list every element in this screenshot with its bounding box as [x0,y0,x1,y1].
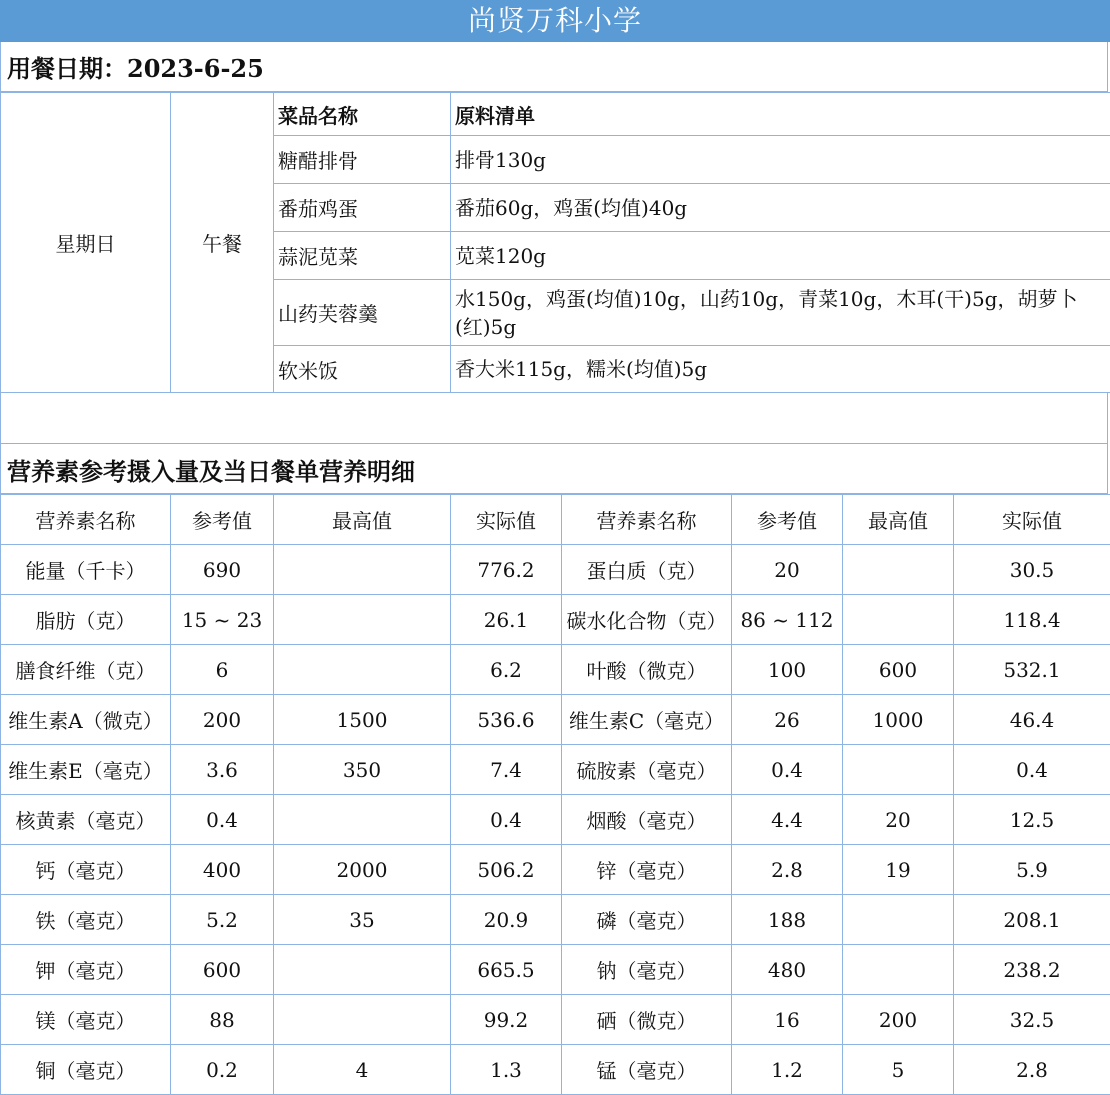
nutrient-value: 19 [843,845,954,895]
nutrient-value: 2000 [274,845,451,895]
nutrition-col-header: 最高值 [843,495,954,545]
dish-name: 番茄鸡蛋 [274,184,451,232]
nutrition-row [1,995,1110,1045]
nutrient-value: 86 ~ 112 [732,595,843,645]
nutrient-name: 磷（毫克） [562,895,732,945]
nutrient-value: 99.2 [451,995,562,1045]
nutrient-name: 锰（毫克） [562,1045,732,1095]
nutrition-col-header: 营养素名称 [1,495,171,545]
nutrition-col-header: 参考值 [732,495,843,545]
nutrient-value: 400 [171,845,274,895]
nutrient-name: 叶酸（微克） [562,645,732,695]
nutrition-header-row [1,495,1110,545]
nutrition-col-header: 最高值 [274,495,451,545]
nutrient-value: 4.4 [732,795,843,845]
nutrition-row [1,645,1110,695]
dish-ingredients: 香大米115g，糯米(均值)5g [451,346,1110,393]
col-ingredients-header: 原料清单 [451,93,1110,136]
nutrient-name: 铜（毫克） [1,1045,171,1095]
nutrition-row [1,895,1110,945]
dish-name: 蒜泥苋菜 [274,232,451,280]
nutrient-value: 600 [843,645,954,695]
dish-ingredients: 苋菜120g [451,232,1110,280]
col-dish-header: 菜品名称 [274,93,451,136]
nutrient-name: 膳食纤维（克） [1,645,171,695]
nutrient-value: 506.2 [451,845,562,895]
nutrient-value: 5.9 [954,845,1110,895]
nutrient-value [274,595,451,645]
nutrient-value: 208.1 [954,895,1110,945]
nutrient-value: 690 [171,545,274,595]
menu-meal: 午餐 [171,93,274,393]
nutrient-value: 26 [732,695,843,745]
nutrition-row [1,595,1110,645]
dish-ingredients: 水150g，鸡蛋(均值)10g，山药10g，青菜10g，木耳(干)5g，胡萝卜(红)5g [451,280,1110,346]
nutrient-name: 硫胺素（毫克） [562,745,732,795]
nutrient-name: 锌（毫克） [562,845,732,895]
nutrient-value: 15 ~ 23 [171,595,274,645]
dish-name: 软米饭 [274,346,451,393]
nutrition-table [0,494,1110,1095]
nutrient-name: 镁（毫克） [1,995,171,1045]
nutrition-row [1,945,1110,995]
menu-day: 星期日 [1,93,171,393]
nutrient-value: 5 [843,1045,954,1095]
nutrient-value: 20 [732,545,843,595]
nutrition-col-header: 实际值 [451,495,562,545]
nutrient-value [843,745,954,795]
nutrient-value: 7.4 [451,745,562,795]
nutrient-name: 钠（毫克） [562,945,732,995]
nutrient-value: 46.4 [954,695,1110,745]
nutrient-value: 6 [171,645,274,695]
meal-date: 用餐日期：2023-6-25 [0,42,1108,92]
nutrition-col-header: 参考值 [171,495,274,545]
nutrient-value: 200 [843,995,954,1045]
nutrient-name: 烟酸（毫克） [562,795,732,845]
nutrition-col-header: 营养素名称 [562,495,732,545]
nutrient-value [843,595,954,645]
nutrient-value [274,545,451,595]
nutrient-value [274,795,451,845]
nutrient-name: 维生素E（毫克） [1,745,171,795]
nutrient-value: 100 [732,645,843,695]
nutrient-value: 6.2 [451,645,562,695]
nutrient-value: 1.3 [451,1045,562,1095]
nutrient-name: 维生素C（毫克） [562,695,732,745]
nutrient-value: 200 [171,695,274,745]
nutrient-value: 0.4 [171,795,274,845]
nutrient-name: 核黄素（毫克） [1,795,171,845]
nutrient-value: 0.4 [954,745,1110,795]
nutrient-value [843,945,954,995]
blank-row [0,393,1108,444]
nutrient-value: 188 [732,895,843,945]
dish-name: 山药芙蓉羹 [274,280,451,346]
nutrient-value: 118.4 [954,595,1110,645]
nutrient-name: 钾（毫克） [1,945,171,995]
nutrient-value: 536.6 [451,695,562,745]
nutrient-value: 16 [732,995,843,1045]
nutrient-name: 蛋白质（克） [562,545,732,595]
nutrient-value: 776.2 [451,545,562,595]
nutrition-row [1,845,1110,895]
nutrient-value: 238.2 [954,945,1110,995]
nutrition-row [1,795,1110,845]
nutrient-value [274,645,451,695]
nutrient-value: 0.4 [732,745,843,795]
nutrient-value: 600 [171,945,274,995]
nutrition-title: 营养素参考摄入量及当日餐单营养明细 [0,444,1108,494]
nutrient-value: 1.2 [732,1045,843,1095]
nutrient-value: 1000 [843,695,954,745]
nutrient-value: 12.5 [954,795,1110,845]
nutrient-value [274,945,451,995]
nutrient-value: 2.8 [732,845,843,895]
nutrient-value [843,545,954,595]
nutrient-name: 能量（千卡） [1,545,171,595]
nutrient-value: 1500 [274,695,451,745]
nutrition-row [1,1045,1110,1095]
nutrient-value: 665.5 [451,945,562,995]
nutrient-value: 350 [274,745,451,795]
nutrition-row [1,695,1110,745]
nutrient-value: 88 [171,995,274,1045]
nutrient-value: 3.6 [171,745,274,795]
nutrient-value: 0.2 [171,1045,274,1095]
menu-header-row [1,93,1110,136]
nutrient-value: 4 [274,1045,451,1095]
nutrient-name: 碳水化合物（克） [562,595,732,645]
nutrient-value: 532.1 [954,645,1110,695]
nutrient-value: 26.1 [451,595,562,645]
nutrient-value: 5.2 [171,895,274,945]
nutrient-value: 20.9 [451,895,562,945]
nutrient-value: 2.8 [954,1045,1110,1095]
nutrient-name: 维生素A（微克） [1,695,171,745]
nutrient-name: 脂肪（克） [1,595,171,645]
nutrition-row [1,545,1110,595]
menu-table [0,92,1110,393]
nutrient-value: 480 [732,945,843,995]
nutrient-name: 钙（毫克） [1,845,171,895]
nutrient-name: 铁（毫克） [1,895,171,945]
dish-name: 糖醋排骨 [274,136,451,184]
nutrition-col-header: 实际值 [954,495,1110,545]
nutrient-value: 0.4 [451,795,562,845]
dish-ingredients: 排骨130g [451,136,1110,184]
nutrient-name: 硒（微克） [562,995,732,1045]
school-title: 尚贤万科小学 [0,0,1110,42]
nutrient-value: 32.5 [954,995,1110,1045]
nutrient-value: 30.5 [954,545,1110,595]
nutrition-row [1,745,1110,795]
nutrient-value: 35 [274,895,451,945]
nutrient-value: 20 [843,795,954,845]
dish-ingredients: 番茄60g，鸡蛋(均值)40g [451,184,1110,232]
nutrient-value [274,995,451,1045]
nutrient-value [843,895,954,945]
